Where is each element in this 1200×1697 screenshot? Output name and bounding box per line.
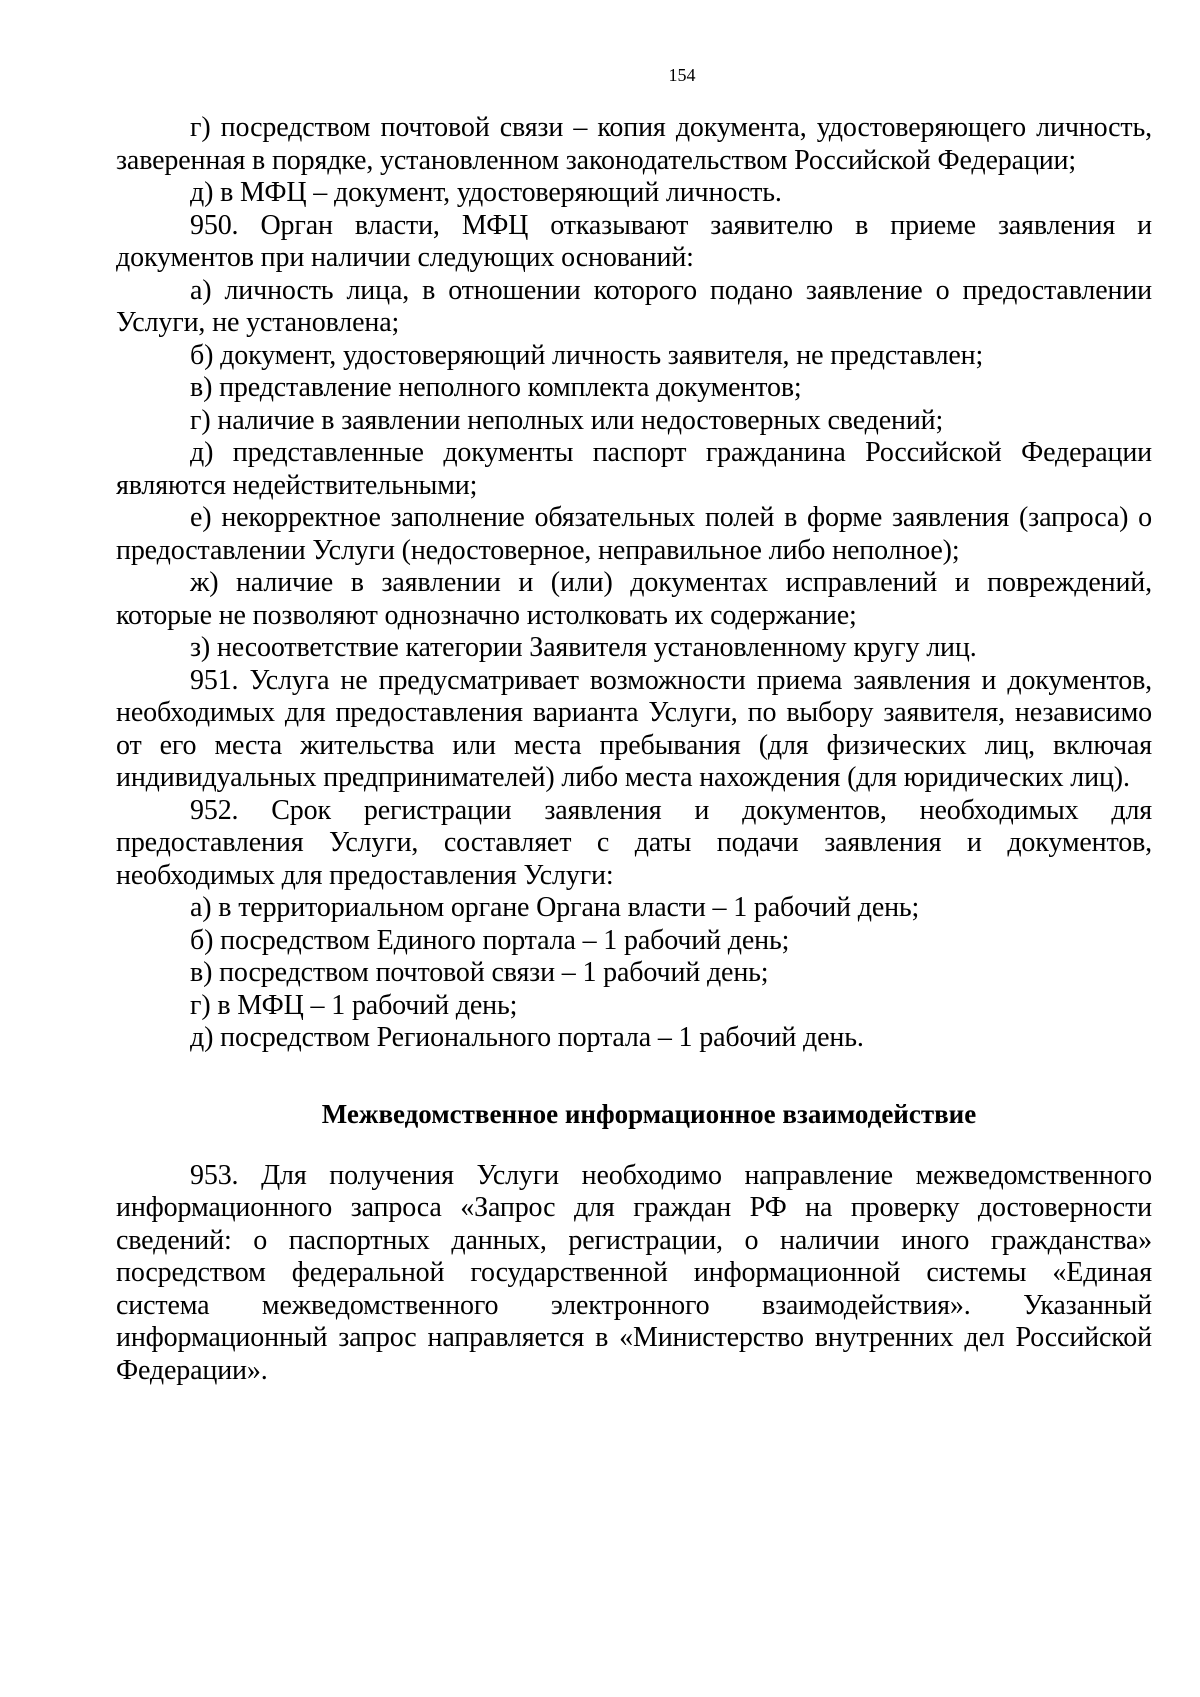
paragraph: а) личность лица, в отношении которого подано заявление о предоставлении Услуги, не установлена; [116,274,1152,338]
paragraph: а) в территориальном органе Органа власти – 1 рабочий день; [190,892,920,923]
paragraph: ж) наличие в заявлении и (или) документах исправлений и повреждений, которые не позволяют однозначно истолковать их содержание; [116,567,1152,631]
paragraph: г) в МФЦ – 1 рабочий день; [190,989,518,1021]
paragraph: б) посредством Единого портала – 1 рабочий день; [190,924,790,956]
document-page [116,64,1152,1387]
paragraph: д) представленные документы паспорт гражданина Российской Федерации являются недействительными; [116,437,1152,501]
paragraph: е) некорректное заполнение обязательных полей в форме заявления (запроса) о предоставлении Услуги (недостоверное, неправильное либо неполное); [116,502,1152,566]
section-heading: Межведомственное информационное взаимодействие [321,1098,977,1129]
paragraph: г) наличие в заявлении неполных или недостоверных сведений; [190,404,944,436]
paragraph: в) посредством почтовой связи – 1 рабочий день; [190,957,769,988]
paragraph: д) в МФЦ – документ, удостоверяющий личность. [190,177,782,208]
paragraph: 953. Для получения Услуги необходимо направление межведомственного информационного запроса «Запрос для граждан РФ на проверку достоверности сведений: о паспортных данных, регистрации, о наличии иного гражданства» посредством федеральной государственной информационной системы «Единая система межведомственного электронного взаимодействия». Указанный информационный запрос направляется в «Министерство внутренних дел Российской Федерации». [116,1159,1152,1386]
paragraph: 952. Срок регистрации заявления и документов, необходимых для предоставления Услуги, составляет с даты подачи заявления и документов, необходимых для предоставления Услуги: [116,794,1152,891]
paragraph: б) документ, удостоверяющий личность заявителя, не представлен; [190,339,984,371]
page-number: 154 [668,65,696,85]
paragraph: в) представление неполного комплекта документов; [190,372,802,403]
paragraph: 951. Услуга не предусматривает возможности приема заявления и документов, необходимых для предоставления варианта Услуги, по выбору заявителя, независимо от его места жительства или места пребывания (для физических лиц, включая индивидуальных предпринимателей) либо места нахождения (для юридических лиц). [116,664,1152,793]
paragraph: д) посредством Регионального портала – 1 рабочий день. [190,1022,864,1053]
paragraph: г) посредством почтовой связи – копия документа, удостоверяющего личность, заверенная в порядке, установленном законодательством Российской Федерации; [116,112,1152,176]
section-body-after [116,1160,1152,1388]
paragraph: 950. Орган власти, МФЦ отказывают заявителю в приеме заявления и документов при наличии следующих оснований: [116,209,1152,273]
paragraph: з) несоответствие категории Заявителя установленному кругу лиц. [190,632,977,663]
section-body-before [116,112,1152,1055]
